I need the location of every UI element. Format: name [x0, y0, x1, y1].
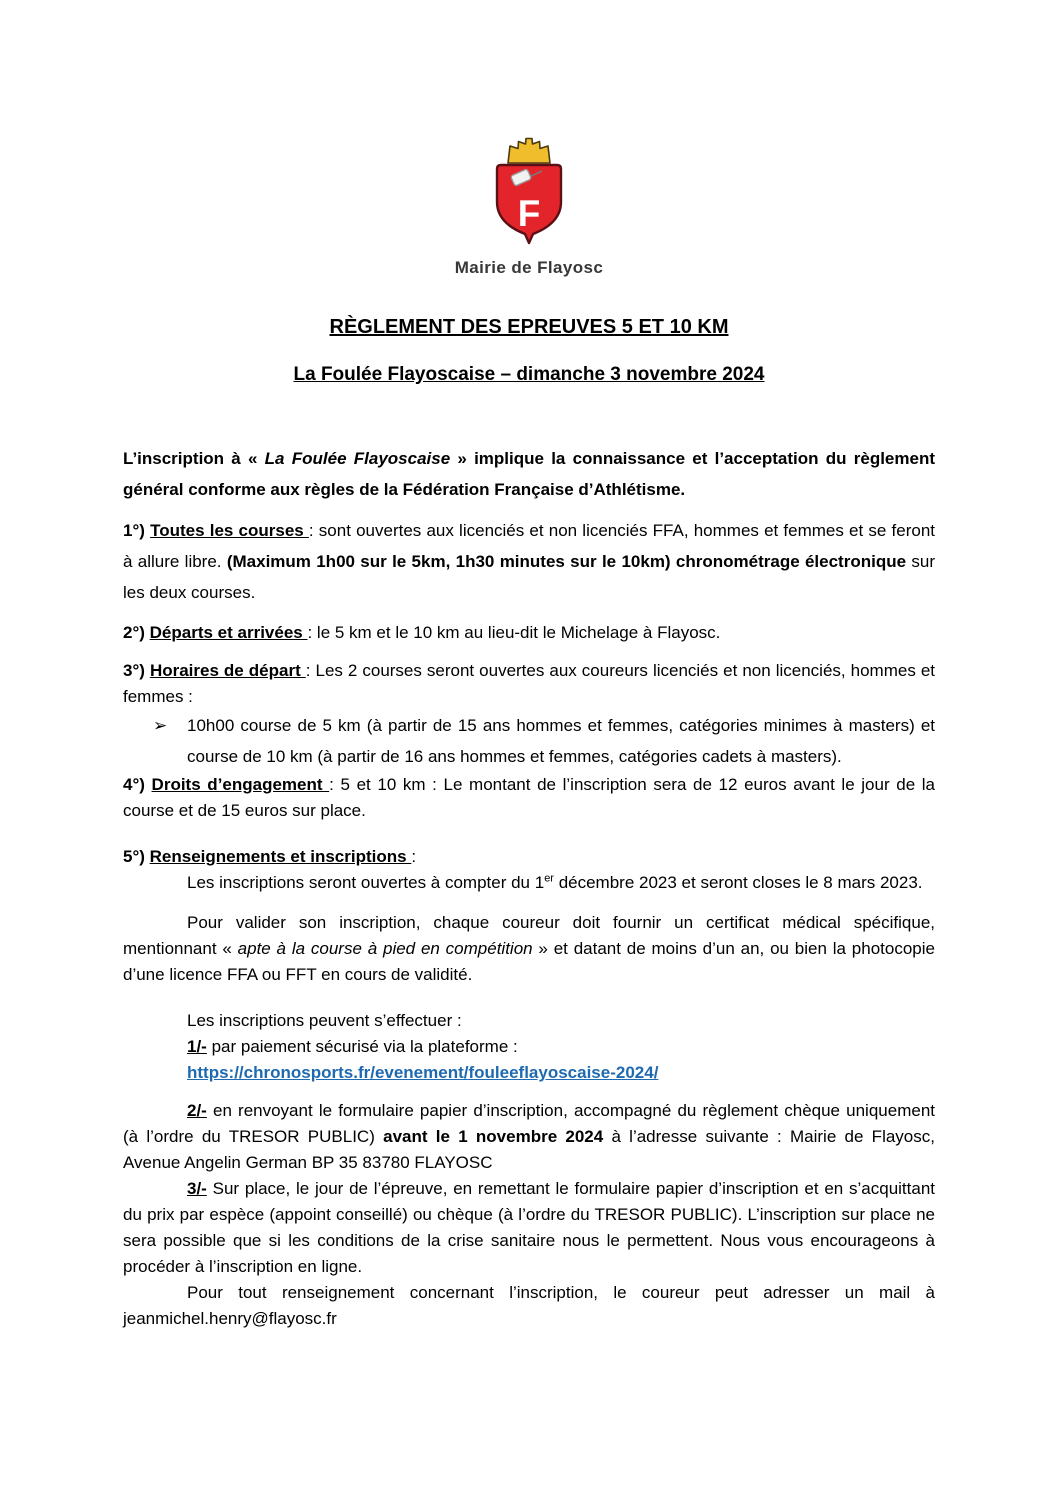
text-run: La Foulée Flayoscaise	[264, 449, 451, 468]
text-run: 5°)	[123, 847, 150, 866]
text-run: sur les deux courses.	[123, 552, 935, 602]
text-run: 3°)	[123, 661, 150, 680]
text-run: Toutes les courses	[150, 521, 309, 540]
text-run: Horaires de départ	[149, 661, 306, 680]
text-run: 3/-	[187, 1179, 207, 1198]
doc-title: RÈGLEMENT DES EPREUVES 5 ET 10 KM	[329, 316, 729, 338]
inscriptions-modes-intro	[187, 1008, 935, 1034]
text-run: apte à la course à pied en compétition	[237, 939, 533, 958]
text-run: par paiement sécurisé via la plateforme :	[206, 1037, 518, 1056]
text-run: Sur place, le jour de l’épreuve, en remettant le formulaire papier d’inscription et en s’acquittant du prix par espèce (appoint conseillé) ou chèque (à l’ordre du TRESOR PUBLIC). L’inscription sur place ne sera possible que si les conditions de la crise sanitaire nous le permettent. Nous vous encourageons à procéder à l’inscription en ligne.	[123, 1179, 935, 1276]
logo-letter: F	[517, 193, 541, 234]
text-run: 1°)	[123, 521, 151, 540]
text-run: à l’adresse suivante : Mairie de Flayosc, Avenue Angelin German BP 35 83780 FLAYOSC	[123, 1127, 935, 1172]
doc-subtitle: La Foulée Flayoscaise – dimanche 3 novembre 2024	[293, 364, 765, 385]
text-run: 4°)	[123, 775, 152, 794]
section-5-renseignements-heading	[123, 844, 935, 870]
mairie-de-flayosc-logo	[475, 136, 583, 248]
section-4-droits-engagement	[123, 772, 935, 824]
text-run: : sont ouvertes aux licenciés et non licenciés FFA, hommes et femmes et se feront à allure libre.	[123, 521, 936, 571]
text-run: Droits d’engagement	[151, 775, 330, 794]
document-body	[123, 443, 935, 1332]
text-run: : le 5 km et le 10 km au lieu-dit le Michelage à Flayosc.	[307, 623, 721, 642]
registration-link[interactable]: https://chronosports.fr/evenement/fouleeflayoscaise-2024/	[187, 1063, 659, 1082]
text-run: : Les 2 courses seront ouvertes aux coureurs licenciés et non licenciés, hommes et femmes :	[123, 661, 936, 706]
text-run: : 5 et 10 km : Le montant de l’inscription sera de 12 euros avant le jour de la course et de 15 euros sur place.	[123, 775, 936, 820]
inscriptions-dates-paragraph	[123, 870, 935, 896]
mode-3-sur-place	[123, 1176, 935, 1280]
text-run: Pour valider son inscription, chaque coureur doit fournir un certificat médical spécifique, mentionnant «	[123, 913, 935, 958]
text-run: (Maximum 1h00 sur le 5km, 1h30 minutes sur le 10km) chronométrage électronique	[226, 552, 907, 571]
mode-1-paiement-en-ligne	[187, 1034, 935, 1060]
text-run: en renvoyant le formulaire papier d’inscription, accompagné du règlement chèque uniquement (à l’ordre du TRESOR PUBLIC)	[123, 1101, 935, 1146]
section-2-departs-arrivees	[123, 620, 935, 646]
letterhead	[0, 0, 1058, 279]
certificat-medical-paragraph	[123, 910, 935, 988]
contact-mail-paragraph	[123, 1280, 935, 1332]
text-run: L’inscription à «	[123, 449, 265, 468]
text-run: » et datant de moins d’un an, ou bien la photocopie d’une licence FFA ou FFT en cours de validité.	[123, 939, 935, 984]
text-run: Les inscriptions seront ouvertes à compter du 1	[187, 873, 545, 892]
text-run: er	[544, 872, 554, 885]
intro-paragraph	[123, 443, 935, 505]
text-run: Pour tout renseignement concernant l’inscription, le coureur peut adresser un mail à jeanmichel.henry@flayosc.fr	[123, 1283, 935, 1328]
text-run: avant le 1 novembre 2024	[383, 1127, 604, 1146]
logo-caption: Mairie de Flayosc	[454, 258, 604, 277]
text-run: décembre 2023 et seront closes le 8 mars 2023.	[553, 873, 923, 892]
text-run: 10h00 course de 5 km (à partir de 15 ans hommes et femmes, catégories minimes à masters) et course de 10 km (à partir de 16 ans hommes et femmes, catégories cadets à masters).	[187, 716, 935, 766]
logo-crown-icon	[508, 139, 550, 164]
section-3-horaires-depart	[123, 658, 935, 710]
mode-2-formulaire-papier	[123, 1098, 935, 1176]
text-run: :	[411, 847, 417, 866]
document-content	[0, 315, 1058, 1332]
text-run: Renseignements et inscriptions	[149, 847, 412, 866]
mode-1-link-line	[187, 1060, 935, 1086]
text-run: 2/-	[187, 1101, 207, 1120]
text-run: » implique la connaissance et l’acceptation du règlement général conforme aux règles de la Fédération Française d’Athlétisme.	[123, 449, 936, 499]
text-run: Départs et arrivées	[149, 623, 308, 642]
text-run: 1/-	[187, 1037, 207, 1056]
text-run: Les inscriptions peuvent s’effectuer :	[187, 1011, 462, 1030]
section-1-toutes-les-courses	[123, 515, 935, 608]
text-run: 2°)	[123, 623, 150, 642]
horaires-bullet-item	[153, 710, 935, 772]
bullet-arrow-icon: ➢	[153, 716, 168, 735]
